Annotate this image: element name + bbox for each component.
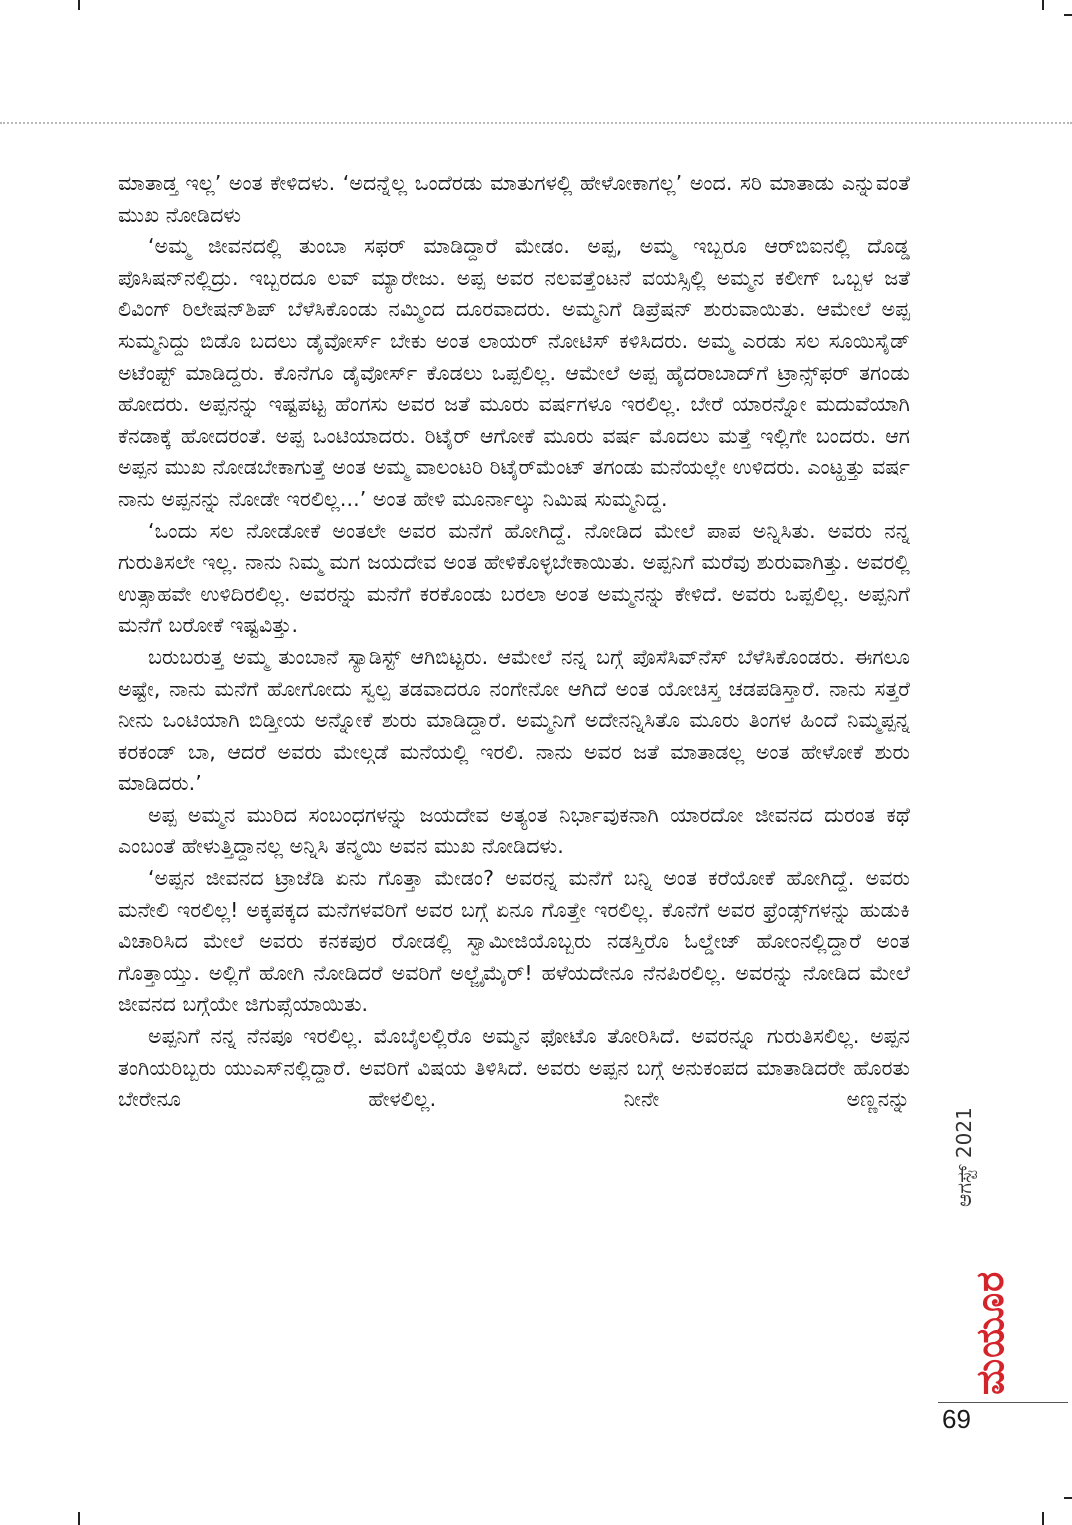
article-body: [118, 168, 910, 1116]
crop-mark-bottom-left: [78, 1512, 80, 1525]
article-paragraph: ಬರುಬರುತ್ತ ಅಮ್ಮ ತುಂಬಾನೆ ಸ್ಯಾಡಿಸ್ಟ್ ಆಗಿಬಿಟ್ಟರು. ಆಮೇಲೆ ನನ್ನ ಬಗ್ಗೆ ಪೊಸೆಸಿವ್‌ನೆಸ್ ಬೆಳೆಸಿಕೊಂಡರು. ಈಗಲೂ ಅಷ್ಟೇ, ನಾನು ಮನೆಗೆ ಹೋಗೋದು ಸ್ವಲ್ಪ ತಡವಾದರೂ ನಂಗೇನೋ ಆಗಿದೆ ಅಂತ ಯೋಚಿಸ್ತ ಚಡಪಡಿಸ್ತಾರೆ. ನಾನು ಸತ್ತರೆ ನೀನು ಒಂಟಿಯಾಗಿ ಬಿಡ್ತೀಯ ಅನ್ನೋಕೆ ಶುರು ಮಾಡಿದ್ದಾರೆ. ಅಮ್ಮನಿಗೆ ಅದೇನನ್ನಿಸಿತೊ ಮೂರು ತಿಂಗಳ ಹಿಂದೆ ನಿಮ್ಮಪ್ಪನ್ನ ಕರಕಂಡ್ ಬಾ, ಆದರೆ ಅವರು ಮೇಲ್ಗಡೆ ಮನೆಯಲ್ಲಿ ಇರಲಿ. ನಾನು ಅವರ ಜತೆ ಮಾತಾಡಲ್ಲ ಅಂತ ಹೇಳೋಕೆ ಶುರು ಮಾಡಿದರು.’: [118, 644, 910, 796]
issue-date: ಆಗಸ್ಟ್ 2021: [952, 1107, 976, 1207]
magazine-logo: ಮಯೂರ: [968, 1270, 1012, 1395]
article-paragraph: ಮಾತಾಡ್ತ ಇಲ್ಲ’ ಅಂತ ಕೇಳಿದಳು. ‘ಅದನ್ನೆಲ್ಲ ಒಂದೆರಡು ಮಾತುಗಳಲ್ಲಿ ಹೇಳೋಕಾಗಲ್ಲ’ ಅಂದ. ಸರಿ ಮಾತಾಡು ಎನ್ನುವಂತೆ ಮುಖ ನೋಡಿದಳು: [118, 171, 910, 227]
crop-mark-top-right: [1042, 0, 1044, 10]
crop-mark-right-upper: [1064, 14, 1072, 16]
header-dotted-rule: [0, 122, 1072, 124]
crop-mark-top-left: [78, 0, 80, 10]
article-paragraph: ಅಪ್ಪ ಅಮ್ಮನ ಮುರಿದ ಸಂಬಂಧಗಳನ್ನು ಜಯದೇವ ಅತ್ಯಂತ ನಿರ್ಭಾವುಕನಾಗಿ ಯಾರದೋ ಜೀವನದ ದುರಂತ ಕಥೆ ಎಂಬಂತೆ ಹೇಳುತ್ತಿದ್ದಾನಲ್ಲ ಅನ್ನಿಸಿ ತನ್ಮಯಿ ಅವನ ಮುಖ ನೋಡಿದಳು.: [118, 802, 910, 859]
article-paragraph: ‘ಅಮ್ಮ ಜೀವನದಲ್ಲಿ ತುಂಬಾ ಸಫರ್ ಮಾಡಿದ್ದಾರೆ ಮೇಡಂ. ಅಪ್ಪ, ಅಮ್ಮ ಇಬ್ಬರೂ ಆರ್‌ಬಿಐನಲ್ಲಿ ದೊಡ್ಡ ಪೊಸಿಷನ್‌ನಲ್ಲಿದ್ರು. ಇಬ್ಬರದೂ ಲವ್ ಮ್ಯಾರೇಜು. ಅಪ್ಪ ಅವರ ನಲವತ್ತೆಂಟನೆ ವಯಸ್ಸಿಲ್ಲಿ ಅಮ್ಮನ ಕಲೀಗ್ ಒಬ್ಬಳ ಜತೆ ಲಿವಿಂಗ್ ರಿಲೇಷನ್‌ಶಿಪ್ ಬೆಳೆಸಿಕೊಂಡು ನಮ್ಮಿಂದ ದೂರವಾದರು. ಅಮ್ಮನಿಗೆ ಡಿಪ್ರೆಷನ್ ಶುರುವಾಯಿತು. ಆಮೇಲೆ ಅಪ್ಪ ಸುಮ್ಮನಿದ್ದು ಬಿಡೊ ಬದಲು ಡೈವೋರ್ಸ್ ಬೇಕು ಅಂತ ಲಾಯರ್ ನೋಟಿಸ್ ಕಳಿಸಿದರು. ಅಮ್ಮ ಎರಡು ಸಲ ಸೂಯಿಸೈಡ್ ಅಟೆಂಪ್ಟ್ ಮಾಡಿದ್ದರು. ಕೊನೆಗೂ ಡೈವೋರ್ಸ್ ಕೊಡಲು ಒಪ್ಪಲಿಲ್ಲ. ಆಮೇಲೆ ಅಪ್ಪ ಹೈದರಾಬಾದ್‌ಗೆ ಟ್ರಾನ್ಸ್‌ಫರ್ ತಗಂಡು ಹೋದರು. ಅಪ್ಪನನ್ನು ಇಷ್ಟಪಟ್ಟ ಹೆಂಗಸು ಅವರ ಜತೆ ಮೂರು ವರ್ಷಗಳೂ ಇರಲಿಲ್ಲ. ಬೇರೆ ಯಾರನ್ನೋ ಮದುವೆಯಾಗಿ ಕೆನಡಾಕ್ಕೆ ಹೋದರಂತೆ. ಅಪ್ಪ ಒಂಟಿಯಾದರು. ರಿಟೈರ್ ಆಗೋಕೆ ಮೂರು ವರ್ಷ ಮೊದಲು ಮತ್ತೆ ಇಲ್ಲಿಗೇ ಬಂದರು. ಆಗ ಅಪ್ಪನ ಮುಖ ನೋಡಬೇಕಾಗುತ್ತೆ ಅಂತ ಅಮ್ಮ ವಾಲಂಟರಿ ರಿಟೈರ್‌ಮೆಂಟ್ ತಗಂಡು ಮನೆಯಲ್ಲೇ ಉಳಿದರು. ಎಂಟ್ಹತ್ತು ವರ್ಷ ನಾನು ಅಪ್ಪನನ್ನು ನೋಡೇ ಇರಲಿಲ್ಲ...’ ಅಂತ ಹೇಳಿ ಮೂರ್ನಾಲ್ಕು ನಿಮಿಷ ಸುಮ್ಮನಿದ್ದ.: [118, 234, 910, 511]
article-paragraph: ‘ಒಂದು ಸಲ ನೋಡೋಕೆ ಅಂತಲೇ ಅವರ ಮನೆಗೆ ಹೋಗಿದ್ದೆ. ನೋಡಿದ ಮೇಲೆ ಪಾಪ ಅನ್ನಿಸಿತು. ಅವರು ನನ್ನ ಗುರುತಿಸಲೇ ಇಲ್ಲ. ನಾನು ನಿಮ್ಮ ಮಗ ಜಯದೇವ ಅಂತ ಹೇಳಿಕೊಳ್ಳಬೇಕಾಯಿತು. ಅಪ್ಪನಿಗೆ ಮರೆವು ಶುರುವಾಗಿತ್ತು. ಅವರಲ್ಲಿ ಉತ್ಸಾಹವೇ ಉಳಿದಿರಲಿಲ್ಲ. ಅವರನ್ನು ಮನೆಗೆ ಕರಕೊಂಡು ಬರಲಾ ಅಂತ ಅಮ್ಮನನ್ನು ಕೇಳಿದೆ. ಅವರು ಒಪ್ಪಲಿಲ್ಲ. ಅಪ್ಪನಿಗೆ ಮನೆಗೆ ಬರೋಕೆ ಇಷ್ಟವಿತ್ತು.: [118, 518, 910, 638]
crop-mark-bottom-right: [1042, 1512, 1044, 1525]
article-paragraph: ಅಪ್ಪನಿಗೆ ನನ್ನ ನೆನಪೂ ಇರಲಿಲ್ಲ. ಮೊಬೈಲಲ್ಲಿರೊ ಅಮ್ಮನ ಫೋಟೊ ತೋರಿಸಿದೆ. ಅವರನ್ನೂ ಗುರುತಿಸಲಿಲ್ಲ. ಅಪ್ಪನ ತಂಗಿಯರಿಬ್ಬರು ಯುಎಸ್‌ನಲ್ಲಿದ್ದಾರೆ. ಅವರಿಗೆ ವಿಷಯ ತಿಳಿಸಿದೆ. ಅವರು ಅಪ್ಪನ ಬಗ್ಗೆ ಅನುಕಂಪದ ಮಾತಾಡಿದರೇ ಹೊರತು ಬೇರೇನೂ ಹೇಳಲಿಲ್ಲ. ನೀನೇ ಅಣ್ಣನನ್ನು: [118, 1024, 910, 1112]
crop-mark-right-lower: [1064, 1497, 1072, 1499]
article-paragraph: ‘ಅಪ್ಪನ ಜೀವನದ ಟ್ರಾಜೆಡಿ ಏನು ಗೊತ್ತಾ ಮೇಡಂ? ಅವರನ್ನ ಮನೆಗೆ ಬನ್ನಿ ಅಂತ ಕರೆಯೋಕೆ ಹೋಗಿದ್ದೆ. ಅವರು ಮನೇಲಿ ಇರಲಿಲ್ಲ! ಅಕ್ಕಪಕ್ಕದ ಮನೆಗಳವರಿಗೆ ಅವರ ಬಗ್ಗೆ ಏನೂ ಗೊತ್ತೇ ಇರಲಿಲ್ಲ. ಕೊನೆಗೆ ಅವರ ಫ್ರೆಂಡ್ಸ್‌ಗಳನ್ನು ಹುಡುಕಿ ವಿಚಾರಿಸಿದ ಮೇಲೆ ಅವರು ಕನಕಪುರ ರೋಡಲ್ಲಿ ಸ್ವಾಮೀಜಿಯೊಬ್ಬರು ನಡಸ್ತಿರೊ ಓಲ್ಡೇಜ್ ಹೋಂನಲ್ಲಿದ್ದಾರೆ ಅಂತ ಗೊತ್ತಾಯ್ತು. ಅಲ್ಲಿಗೆ ಹೋಗಿ ನೋಡಿದರೆ ಅವರಿಗೆ ಅಲ್ಜೈಮೈರ್! ಹಳೆಯದೇನೂ ನೆನಪಿರಲಿಲ್ಲ. ಅವರನ್ನು ನೋಡಿದ ಮೇಲೆ ಜೀವನದ ಬಗ್ಗೆಯೇ ಜಿಗುಪ್ಸೆಯಾಯಿತು.: [118, 866, 910, 1017]
folio-rule: [938, 1402, 1068, 1403]
page-number: 69: [942, 1404, 971, 1434]
